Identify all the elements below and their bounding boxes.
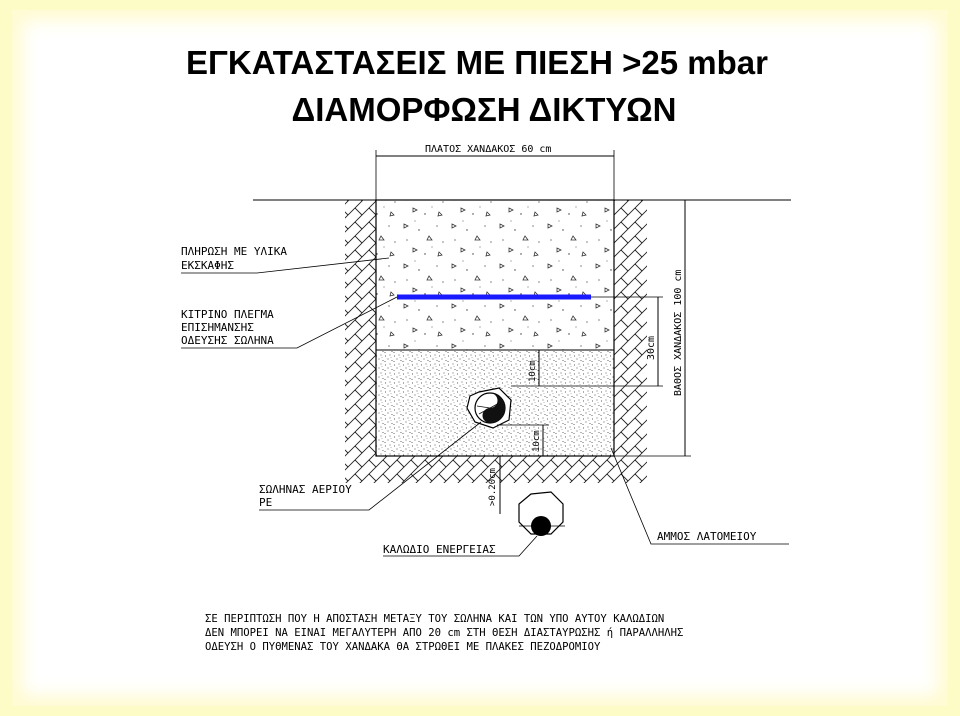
pipe-label-line2: PE — [259, 496, 273, 509]
mesh-label-line3: ΟΔΕΥΣΗΣ ΣΩΛΗΝΑ — [181, 334, 274, 347]
excavation-fill — [376, 200, 614, 350]
trench-drawing — [159, 138, 794, 658]
fill-label-line1: ΠΛΗΡΩΣΗ ΜΕ ΥΛΙΚΑ — [181, 245, 287, 258]
dim-20-label: >0.20cm — [488, 468, 498, 506]
soil-right — [614, 200, 647, 456]
soil-left — [345, 200, 376, 456]
note-line1: ΣΕ ΠΕΡΙΠΤΩΣΗ ΠΟΥ Η ΑΠΟΣΤΑΣΗ ΜΕΤΑΞΥ ΤΟΥ ΣΩΛΗΝΑ ΚΑΙ ΤΩΝ ΥΠΟ ΑΥΤΟΥ ΚΑΛΩΔΙΩΝ — [205, 613, 665, 625]
slide-title: ΕΓΚΑΤΑΣΤΑΣΕΙΣ ΜΕ ΠΙΕΣΗ >25 mbar — [186, 44, 768, 81]
fill-label-line2: ΕΚΣΚΑΦΗΣ — [181, 259, 234, 272]
depth-label: ΒΑΘΟΣ ΧΑΝΔΑΚΟΣ 100 cm — [673, 269, 684, 396]
sand-label: ΑΜΜΟΣ ΛΑΤΟΜΕΙΟΥ — [657, 530, 757, 543]
dim-10-top-label: 10cm — [528, 360, 538, 382]
note-line2: ΔΕΝ ΜΠΟΡΕΙ ΝΑ ΕΙΝΑΙ ΜΕΓΑΛΥΤΕΡΗ ΑΠΟ 20 cm ΣΤΗ ΘΕΣΗ ΔΙΑΣΤΑΥΡΩΣΗΣ ή ΠΑΡΑΛΛΗΛΗΣ — [205, 627, 684, 639]
note-line3: ΟΔΕΥΣΗ Ο ΠΥΘΜΕΝΑΣ ΤΟΥ ΧΑΝΔΑΚΑ ΘΑ ΣΤΡΩΘΕΙ ΜΕ ΠΛΑΚΕΣ ΠΕΖΟΔΡΟΜΙΟΥ — [205, 641, 601, 653]
dim-30-label: 30cm — [646, 335, 657, 360]
dim-10-bottom-label: 10cm — [532, 430, 542, 452]
cable-label: ΚΑΛΩΔΙΟ ΕΝΕΡΓΕΙΑΣ — [383, 543, 496, 556]
slide-subtitle: ΔΙΑΜΟΡΦΩΣΗ ΔΙΚΤΥΩΝ — [291, 91, 677, 128]
mesh-label-line2: ΕΠΙΣΗΜΑΝΣΗΣ — [181, 321, 254, 334]
pipe-label-line1: ΣΩΛΗΝΑΣ ΑΕΡΙΟΥ — [259, 483, 352, 496]
energy-cable — [519, 492, 565, 536]
trench-cross-section — [159, 138, 794, 658]
mesh-label-line1: ΚΙΤΡΙΝΟ ΠΛΕΓΜΑ — [181, 308, 274, 321]
width-label: ΠΛΑΤΟΣ ΧΑΝΔΑΚΟΣ 60 cm — [425, 144, 552, 155]
